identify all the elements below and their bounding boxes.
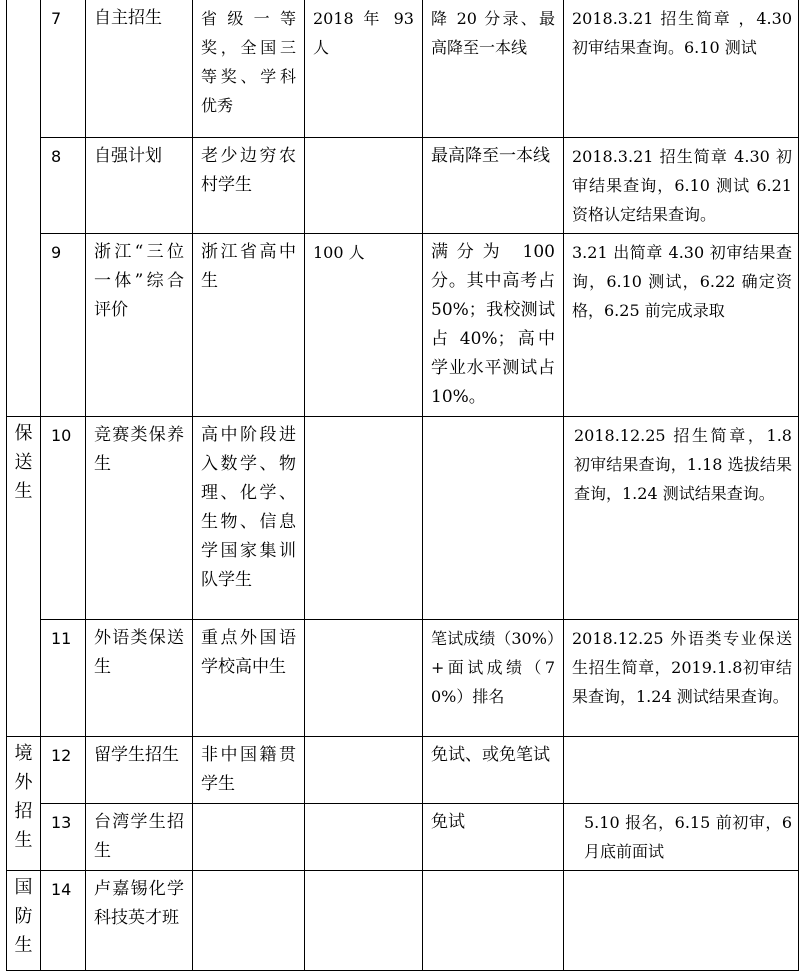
document-page [6, 0, 798, 956]
table-row [7, 803, 799, 870]
category-guofang [7, 870, 41, 970]
program-policy: 笔试成绩（30%）+面试成绩（70%）排名 [423, 619, 564, 736]
program-schedule: 3.21 出简章 4.30 初审结果查询，6.10 测试，6.22 确定资格，6.25 前完成录取 [564, 233, 799, 416]
program-policy: 最高降至一本线 [423, 137, 564, 233]
program-target: 老少边穷农村学生 [193, 137, 305, 233]
program-target [193, 870, 305, 970]
row-number: 10 [41, 416, 86, 619]
program-target: 高中阶段进入数学、物理、化学、生物、信息学国家集训队学生 [193, 416, 305, 619]
table-row [7, 137, 799, 233]
category-baosong [7, 416, 41, 736]
row-number: 12 [41, 736, 86, 803]
row-number: 7 [41, 0, 86, 137]
program-plan [305, 619, 423, 736]
table-row [7, 416, 799, 619]
program-policy [423, 870, 564, 970]
program-plan [305, 416, 423, 619]
program-name: 外语类保送生 [86, 619, 193, 736]
program-target: 省级一等奖，全国三等奖、学科优秀 [193, 0, 305, 137]
program-name: 卢嘉锡化学科技英才班 [86, 870, 193, 970]
program-target: 浙江省高中生 [193, 233, 305, 416]
table-row [7, 870, 799, 970]
row-number: 14 [41, 870, 86, 970]
program-schedule: 2018.3.21 招生简章 ，4.30 初审结果查询。6.10 测试 [564, 0, 799, 137]
program-target [193, 803, 305, 870]
program-policy: 免试、或免笔试 [423, 736, 564, 803]
program-policy [423, 416, 564, 619]
program-name: 自强计划 [86, 137, 193, 233]
program-schedule: 2018.3.21 招生简章 4.30 初审结果查询，6.10 测试 6.21 资格认定结果查询。 [564, 137, 799, 233]
category-label: 境外招生 [14, 742, 33, 851]
table-row [7, 0, 799, 137]
row-number: 8 [41, 137, 86, 233]
program-name: 浙江“三位一体”综合评价 [86, 233, 193, 416]
program-schedule [564, 736, 799, 803]
admissions-table [6, 0, 799, 971]
category-label: 国防生 [14, 876, 33, 956]
table-row [7, 619, 799, 736]
program-policy: 免试 [423, 803, 564, 870]
row-number: 11 [41, 619, 86, 736]
program-policy: 满分为 100 分。其中高考占 50%；我校测试占 40%；高中学业水平测试占 10%。 [423, 233, 564, 416]
row-number: 13 [41, 803, 86, 870]
program-plan: 100 人 [305, 233, 423, 416]
program-schedule: 2018.12.25 招生简章，1.8 初审结果查询，1.18 选拔结果查询，1.24 测试结果查询。 [564, 416, 799, 619]
program-schedule [564, 870, 799, 970]
category-label: 保送生 [14, 422, 33, 502]
program-name: 台湾学生招生 [86, 803, 193, 870]
program-name: 自主招生 [86, 0, 193, 137]
table-row [7, 233, 799, 416]
program-schedule: 5.10 报名，6.15 前初审，6月底前面试 [564, 803, 799, 870]
program-policy: 降 20 分录、最高降至一本线 [423, 0, 564, 137]
program-target: 重点外国语学校高中生 [193, 619, 305, 736]
program-plan [305, 736, 423, 803]
program-schedule: 2018.12.25 外语类专业保送生招生简章，2019.1.8初审结果查询，1.24 测试结果查询。 [564, 619, 799, 736]
program-plan [305, 803, 423, 870]
program-name: 竞赛类保养生 [86, 416, 193, 619]
table-row [7, 736, 799, 803]
program-name: 留学生招生 [86, 736, 193, 803]
category-cell-empty [7, 0, 41, 416]
program-plan [305, 870, 423, 970]
row-number: 9 [41, 233, 86, 416]
program-target: 非中国籍贯学生 [193, 736, 305, 803]
program-plan [305, 137, 423, 233]
program-plan: 2018 年 93 人 [305, 0, 423, 137]
category-jingwai [7, 736, 41, 870]
